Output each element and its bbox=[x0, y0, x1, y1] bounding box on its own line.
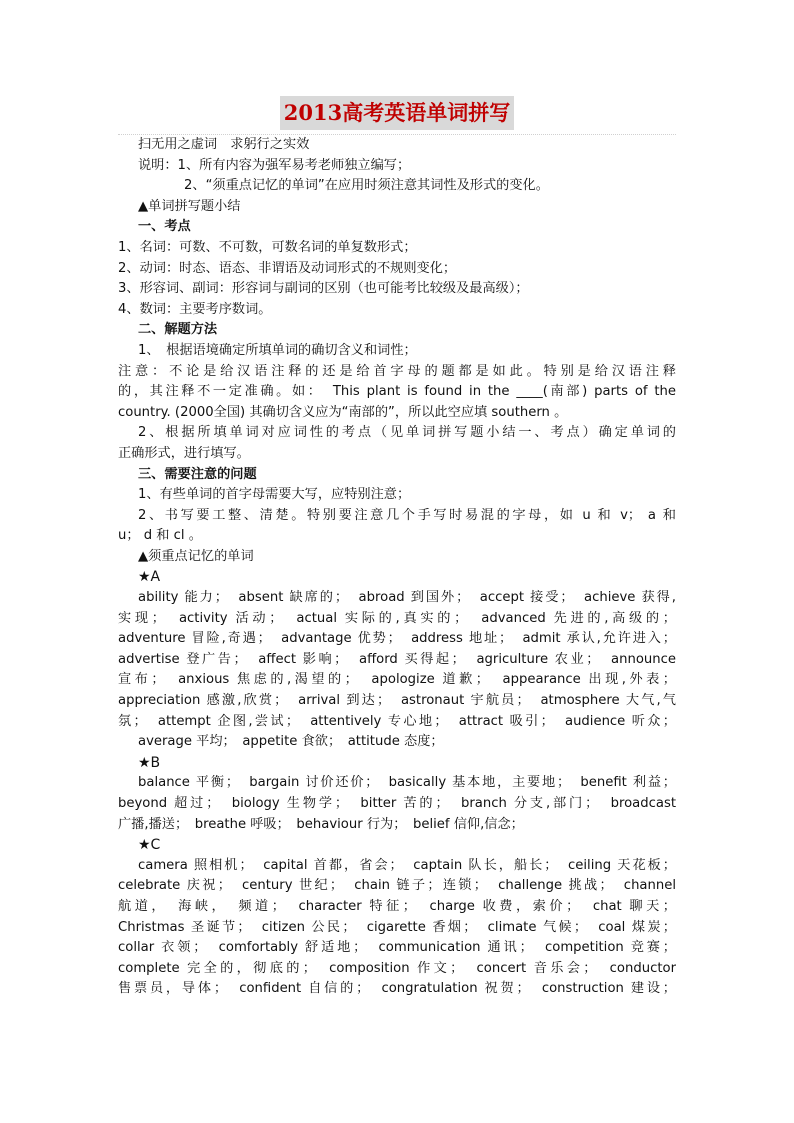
text-line: adventure 冒险,奇遇； advantage 优势； address 地址； admit 承认,允许进入； bbox=[118, 631, 676, 647]
text-line: ★B bbox=[138, 754, 161, 771]
text-line: beyond 超过； biology 生物学； bitter 苦的； branch 分支,部门； broadcast bbox=[118, 796, 676, 811]
text-line: appreciation 感激,欣赏； arrival 到达； astronaut 宇航员； atmosphere 大气,气 bbox=[118, 693, 676, 709]
text-line: country. (2000全国) 其确切含义应为“南部的”，所以此空应填 southern 。 bbox=[118, 404, 568, 420]
document-page bbox=[118, 92, 676, 1000]
text-line: 三、需要注意的问题 bbox=[138, 466, 257, 482]
text-line: 一、考点 bbox=[138, 219, 191, 235]
document-body bbox=[118, 135, 676, 1000]
page-title: 2013高考英语单词拼写 bbox=[280, 96, 514, 130]
text-line: 正确形式，进行填写。 bbox=[118, 445, 250, 461]
text-line: 2、“须重点记忆的单词”在应用时须注意其词性及形式的变化。 bbox=[184, 178, 549, 194]
text-line: ▲须重点记忆的单词 bbox=[138, 548, 254, 564]
text-line: 售票员，导体； confident 自信的； congratulation 祝贺； construction 建设； bbox=[118, 981, 676, 997]
text-line: ★C bbox=[138, 837, 161, 854]
text-line: 注意：不论是给汉语注释的还是给首字母的题都是如此。特别是给汉语注释 bbox=[118, 363, 676, 379]
text-line: ★A bbox=[138, 569, 161, 586]
text-line: 扫无用之虚词 求躬行之实效 bbox=[138, 137, 310, 152]
text-line: 2、动词：时态、语态、非谓语及动词形式的不规则变化； bbox=[118, 260, 457, 276]
text-line: average 平均； appetite 食欲； attitude 态度； bbox=[138, 734, 444, 750]
text-line: 1、有些单词的首字母需要大写，应特别注意； bbox=[138, 487, 411, 503]
text-line: 航道， 海峡， 频道； character 特征； charge 收费，索价； chat 聊天； bbox=[118, 898, 676, 914]
text-line: 宣布； anxious 焦虑的,渴望的； apologize 道歉； appearance 出现,外表； bbox=[118, 672, 676, 688]
text-line: 实现； activity 活动； actual 实际的,真实的； advanced 先进的,高级的； bbox=[118, 610, 676, 626]
text-line: camera 照相机； capital 首都，省会； captain 队长，船长； ceiling 天花板； bbox=[138, 857, 676, 873]
text-line: ability 能力； absent 缺席的； abroad 到国外； accept 接受； achieve 获得, bbox=[138, 590, 676, 606]
text-line: u； d 和 cl 。 bbox=[118, 528, 202, 544]
text-line: advertise 登广告； affect 影响； afford 买得起； agriculture 农业； announce bbox=[118, 651, 676, 667]
text-line: balance 平衡； bargain 讨价还价； basically 基本地，主要地； benefit 利益； bbox=[138, 775, 676, 791]
text-line: Christmas 圣诞节； citizen 公民； cigarette 香烟； climate 气候； coal 煤炭； bbox=[118, 919, 676, 935]
text-line: 1、 根据语境确定所填单词的确切含义和词性； bbox=[138, 342, 417, 358]
text-line: collar 衣领； comfortably 舒适地； communication 通讯； competition 竞赛； bbox=[118, 940, 676, 956]
text-line: 的，其注释不一定准确。如： This plant is found in the ____(南部) parts of the bbox=[118, 384, 676, 400]
text-line: 广播,播送； breathe 呼吸； behaviour 行为； belief 信仰,信念； bbox=[118, 816, 524, 832]
title-bar bbox=[118, 92, 676, 135]
text-line: 2、书写要工整、清楚。特别要注意几个手写时易混的字母，如 u 和 v； a 和 bbox=[138, 507, 676, 523]
text-line: 3、形容词、副词：形容词与副词的区别（也可能考比较级及最高级）； bbox=[118, 281, 529, 297]
text-line: 2、根据所填单词对应词性的考点（见单词拼写题小结一、考点）确定单词的 bbox=[138, 425, 676, 441]
text-line: 说明：1、所有内容为强军易考老师独立编写； bbox=[138, 157, 411, 173]
text-line: celebrate 庆祝； century 世纪； chain 链子；连锁； challenge 挑战； channel bbox=[118, 878, 676, 894]
text-line: 二、解题方法 bbox=[138, 322, 218, 338]
text-line: 4、数词：主要考序数词。 bbox=[118, 301, 272, 317]
text-line: 氛； attempt 企图,尝试； attentively 专心地； attract 吸引； audience 听众； bbox=[118, 713, 676, 729]
text-line: ▲单词拼写题小结 bbox=[138, 198, 241, 214]
text-line: complete 完全的，彻底的； composition 作文； concert 音乐会； conductor bbox=[118, 960, 676, 976]
text-line: 1、名词：可数、不可数，可数名词的单复数形式； bbox=[118, 239, 417, 255]
